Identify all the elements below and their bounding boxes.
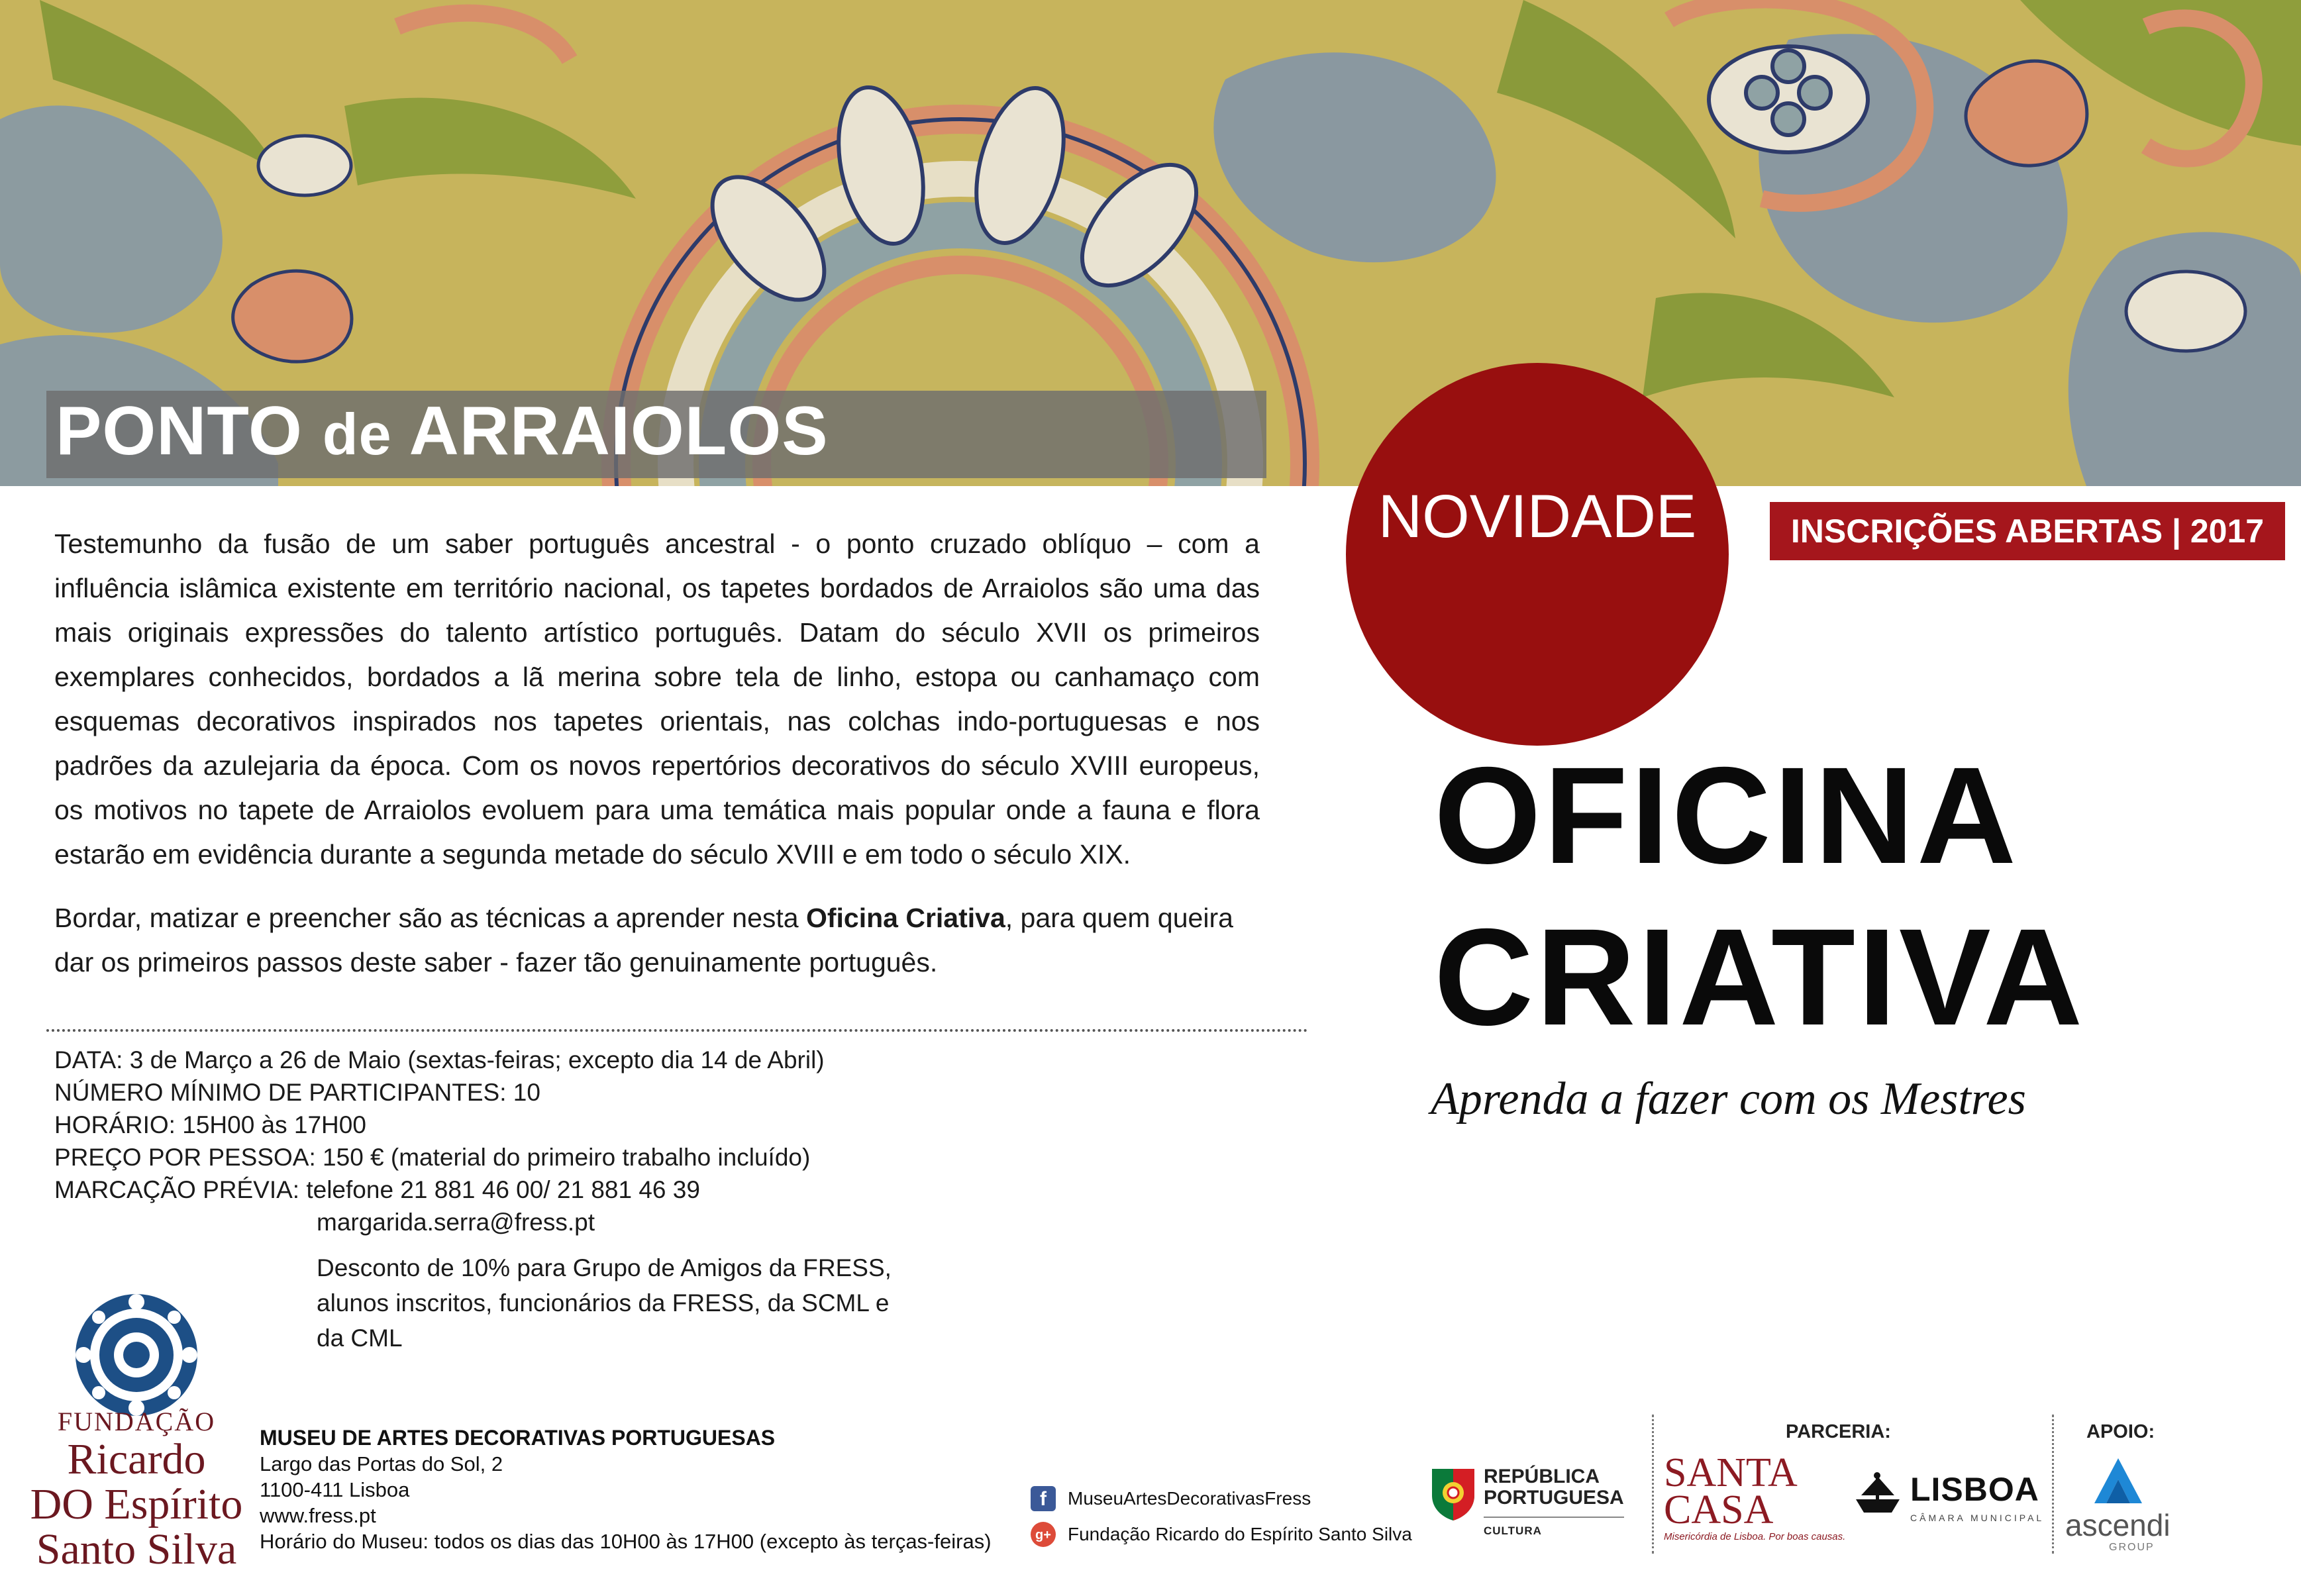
- workshop-details: [54, 1044, 825, 1238]
- discount-note: Desconto de 10% para Grupo de Amigos da FRESS, alunos inscritos, funcionários da FRESS, da SCML e da CML: [317, 1254, 892, 1352]
- intro-paragraph-2: Bordar, matizar e preencher são as técnicas a aprender nesta Oficina Criativa, para quem queira dar os primeiros passos deste saber - fazer tão genuinamente português.: [54, 903, 1233, 977]
- santa-casa-slogan: Misericórdia de Lisboa. Por boas causas.: [1664, 1531, 1846, 1542]
- detail-price: PREÇO POR PESSOA: 150 € (material do primeiro trabalho incluído): [54, 1144, 811, 1171]
- inscricoes-badge: INSCRIÇÕES ABERTAS | 2017: [1770, 502, 2285, 560]
- ascendi-logo-icon: [2092, 1457, 2145, 1507]
- museum-address-1: Largo das Portas do Sol, 2: [260, 1452, 503, 1475]
- detail-min-participants: NÚMERO MÍNIMO DE PARTICIPANTES: 10: [54, 1079, 540, 1106]
- google-plus-link[interactable]: g+ Fundação Ricardo do Espírito Santo Silva: [1031, 1517, 1412, 1552]
- ascendi-wordmark: ascendi: [2065, 1508, 2171, 1542]
- headline-line2: CRIATIVA: [1434, 901, 2086, 1054]
- republica-wordmark: REPÚBLICA PORTUGUESA: [1484, 1466, 1624, 1509]
- headline: [1434, 735, 2085, 1058]
- detail-date: DATA: 3 de Março a 26 de Maio (sextas-feiras; excepto dia 14 de Abril): [54, 1046, 825, 1073]
- lisboa-wordmark: LISBOA: [1910, 1471, 2039, 1508]
- support-separator: [2052, 1415, 2054, 1554]
- parceria-label: PARCERIA:: [1786, 1421, 1891, 1442]
- republica-cultura: CULTURA: [1484, 1524, 1542, 1537]
- workshop-title: PONTO de ARRAIOLOS: [56, 393, 829, 470]
- museum-address-2: 1100-411 Lisboa: [260, 1478, 410, 1501]
- detail-booking: MARCAÇÃO PRÉVIA: telefone 21 881 46 00/ 21 881 46 39: [54, 1176, 700, 1203]
- headline-line1: OFICINA: [1434, 739, 2020, 893]
- fress-wordmark: FUNDAÇÃO Ricardo DO Espírito Santo Silva: [30, 1407, 243, 1573]
- partner-separator: [1652, 1415, 1654, 1554]
- lisboa-ship-icon: [1852, 1471, 1904, 1519]
- novidade-circle: [1346, 363, 1729, 746]
- republica-rule: [1484, 1517, 1624, 1518]
- apoio-label: APOIO:: [2086, 1421, 2155, 1442]
- museum-hours: Horário do Museu: todos os dias das 10H00 às 17H00 (excepto às terças-feiras): [260, 1530, 992, 1553]
- tagline: Aprenda a fazer com os Mestres: [1431, 1073, 2026, 1124]
- dotted-divider: [46, 1029, 1308, 1032]
- social-links: [1031, 1481, 1412, 1552]
- lisboa-subtitle: CÂMARA MUNICIPAL: [1910, 1513, 2045, 1523]
- google-plus-icon: g+: [1031, 1522, 1056, 1547]
- intro-paragraph-1: Testemunho da fusão de um saber português ancestral - o ponto cruzado oblíquo – com a influência islâmica existente em território nacional, os tapetes bordados de Arraiolos são uma das mais originais expressões do talento artístico português. Datam do século XVII os primeiros exemplares conhecidos, bordados a lã merina sobre tela de linho, estopa ou canhamaço com esquemas decorativos inspirados nos tapetes orientais, nas colchas indo-portuguesas e nos padrões da azulejaria da época. Com os novos repertórios decorativos do século XVIII europeus, os motivos no tapete de Arraiolos evoluem para uma temática mais popular onde a fauna e flora estarão em evidência durante a segunda metade do século XVIII e em todo o século XIX.: [54, 528, 1260, 870]
- santa-casa-wordmark: SANTA CASA: [1664, 1450, 1798, 1532]
- ascendi-group-label: GROUP: [2109, 1542, 2155, 1553]
- detail-schedule: HORÁRIO: 15H00 às 17H00: [54, 1111, 366, 1138]
- museum-info: [260, 1425, 992, 1554]
- museum-website[interactable]: www.fress.pt: [260, 1504, 376, 1527]
- facebook-icon: f: [1031, 1486, 1056, 1511]
- detail-email[interactable]: margarida.serra@fress.pt: [317, 1209, 595, 1236]
- facebook-link[interactable]: f MuseuArtesDecorativasFress: [1031, 1481, 1412, 1517]
- intro-text: [54, 522, 1260, 985]
- novidade-label: NOVIDADE: [1378, 483, 1697, 550]
- republica-shield-icon: [1429, 1466, 1477, 1522]
- museum-name: MUSEU DE ARTES DECORATIVAS PORTUGUESAS: [260, 1426, 776, 1450]
